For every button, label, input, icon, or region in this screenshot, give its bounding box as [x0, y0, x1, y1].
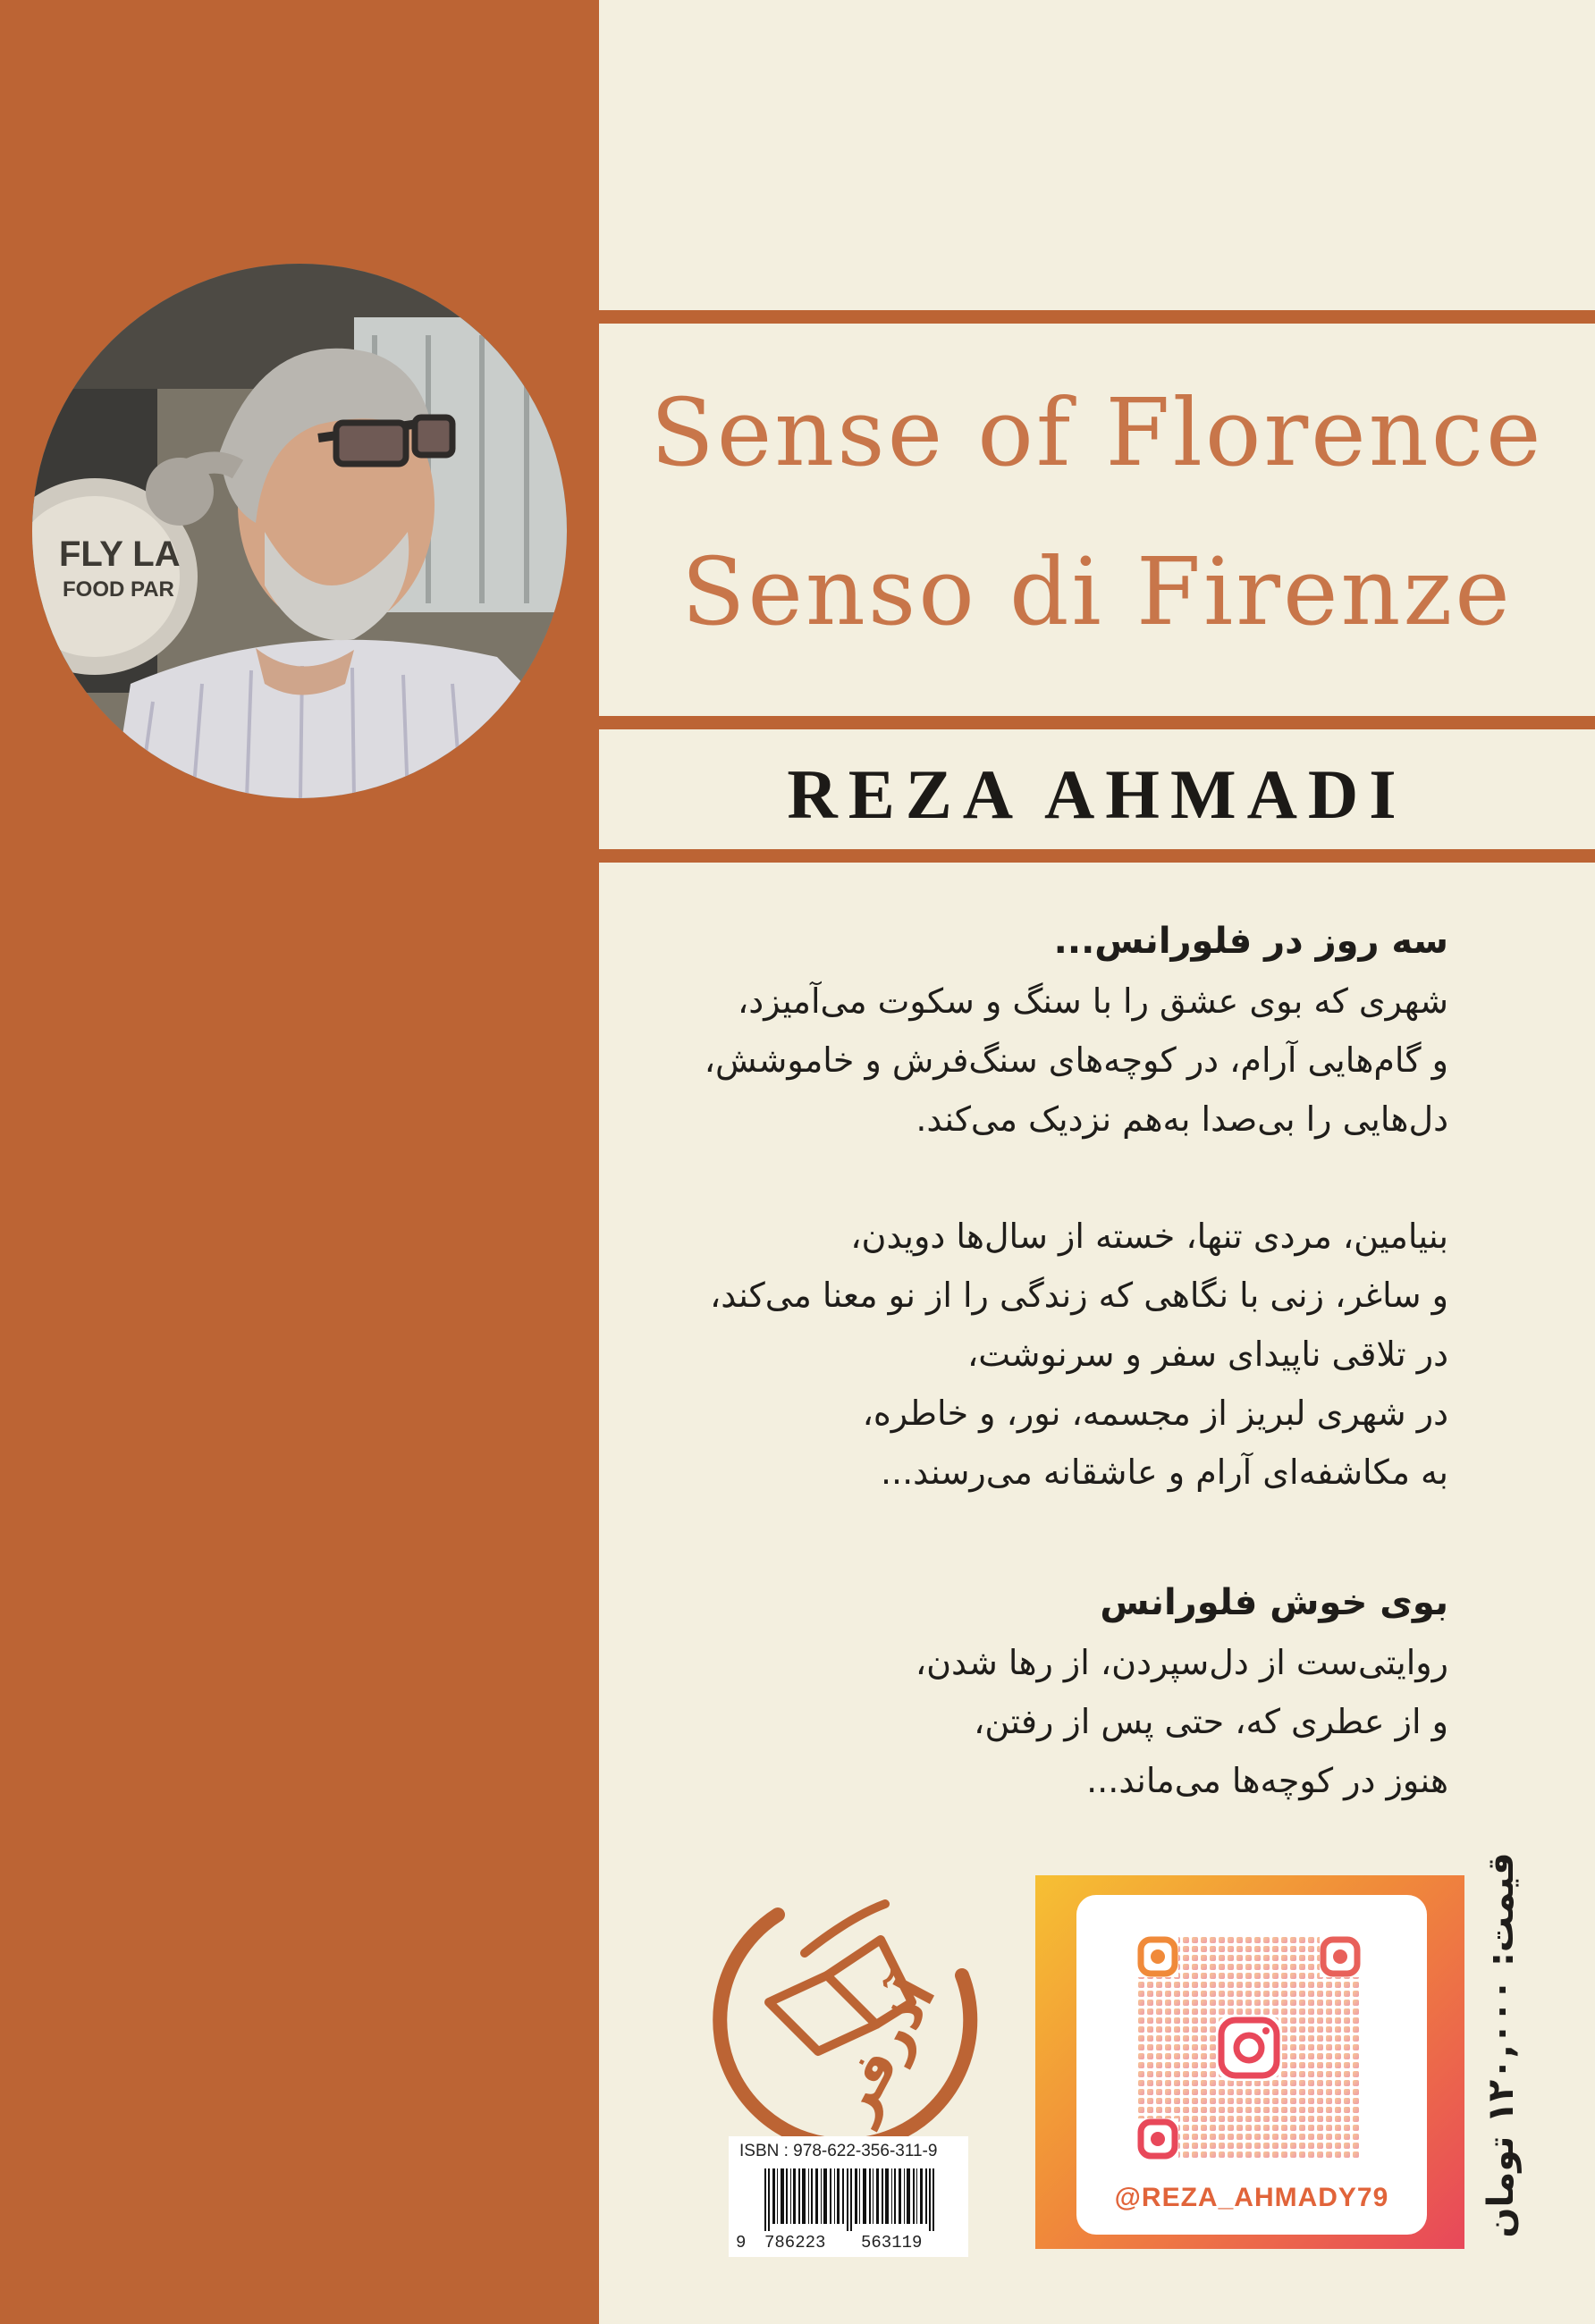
blurb-line: هنوز در کوچه‌ها می‌ماند...	[1086, 1761, 1448, 1800]
author-name: REZA AHMADI	[787, 755, 1407, 833]
qr-card	[1076, 1895, 1427, 2235]
price-label: قیمت: ۱۲۰,۰۰۰ تومان	[1481, 1852, 1522, 2238]
barcode-digits-left: 786223	[764, 2233, 826, 2252]
portrait-sign-text-1: FLY LA	[59, 535, 181, 574]
isbn-barcode-box	[729, 2136, 968, 2257]
blurb-line: و ساغر، زنی با نگاهی که زندگی را از نو معنا می‌کند،	[710, 1276, 1448, 1315]
instagram-qr-frame	[1035, 1875, 1464, 2249]
price-label-wrapper	[1480, 1852, 1523, 2238]
blurb-line: و گام‌هایی آرام، در کوچه‌های سنگ‌فرش و خاموشش،	[704, 1040, 1448, 1080]
barcode-digits-right: 563119	[861, 2233, 923, 2252]
book-title-italian: Senso di Firenze	[681, 537, 1513, 646]
barcode-icon	[764, 2168, 943, 2231]
blurb-line: در شهری لبریز از مجسمه، نور، و خاطره،	[862, 1394, 1448, 1433]
barcode-digit-prefix: 9	[736, 2233, 747, 2252]
blurb-line: و از عطری که، حتی پس از رفتن،	[974, 1702, 1448, 1741]
qr-code	[1137, 1936, 1361, 2160]
publisher-logo-text: آذرفر	[820, 1966, 949, 2131]
blurb-line: روایتی‌ست از دل‌سپردن، از رها شدن،	[915, 1643, 1448, 1682]
author-bottom-rule	[599, 849, 1595, 863]
author-portrait-image	[32, 264, 567, 798]
blurb-heading-1: سه روز در فلورانس...	[1053, 921, 1448, 962]
blurb-line: دل‌هایی را بی‌صدا به‌هم نزدیک می‌کند.	[916, 1099, 1448, 1139]
author-portrait	[32, 264, 567, 798]
portrait-sign-text-2: FOOD PAR	[63, 577, 174, 602]
blurb-line: بنیامین، مردی تنها، خسته از سال‌ها دویدن،	[850, 1217, 1448, 1256]
blurb-line: شهری که بوی عشق را با سنگ و سکوت می‌آمیزد،	[738, 981, 1448, 1021]
blurb-line: در تلاقی ناپیدای سفر و سرنوشت،	[966, 1335, 1448, 1374]
isbn-number: ISBN : 978-622-356-311-9	[739, 2142, 938, 2160]
blurb-heading-2: بوی خوش فلورانس	[1100, 1582, 1448, 1623]
publisher-logo	[697, 1868, 992, 2163]
instagram-handle[interactable]: @REZA_AHMADY79	[1114, 2183, 1389, 2212]
book-title-english: Sense of Florence	[650, 378, 1544, 487]
title-bottom-rule	[599, 716, 1595, 729]
blurb-line: به مکاشفه‌ای آرام و عاشقانه می‌رسند...	[880, 1452, 1448, 1492]
top-rule	[599, 310, 1595, 324]
